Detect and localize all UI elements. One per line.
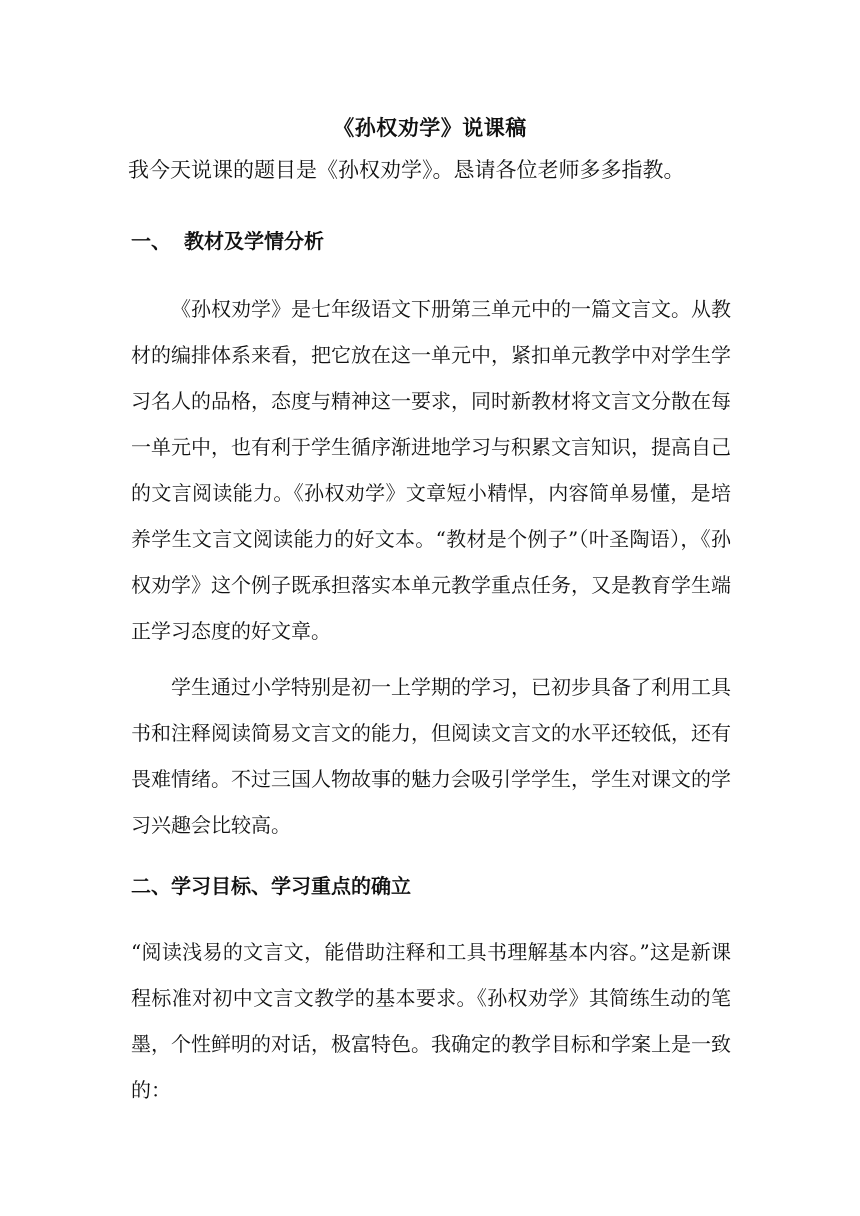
section-1-paragraph-1: 《孙权劝学》是七年级语文下册第三单元中的一篇文言文。从教材的编排体系来看，把它放在这一单元中，紧扣单元教学中对学生学习名人的品格，态度与精神这一要求，同时新教材将文言文分散在每一单元中，也有利于学生循序渐进地学习与积累文言知识，提高自己的文言阅读能力。《孙权劝学》文章短小精悍，内容简单易懂，是培养学生文言文阅读能力的好文本。“教材是个例子”（叶圣陶语），《孙权劝学》这个例子既承担落实本单元教学重点任务，又是教育学生端正学习态度的好文章。 <box>131 297 731 643</box>
section-2-heading: 二、学习目标、学习重点的确立 <box>131 874 411 898</box>
intro-line: 我今天说课的题目是《孙权劝学》。恳请各位老师多多指教。 <box>128 158 685 182</box>
document-title: 《孙权劝学》说课稿 <box>333 115 527 140</box>
section-1-heading <box>131 225 324 254</box>
section-1-title: 教材及学情分析 <box>184 229 324 253</box>
section-1-paragraph-2: 学生通过小学特别是初一上学期的学习，已初步具备了利用工具书和注释阅读简易文言文的能力，但阅读文言文的水平还较低，还有畏难情绪。不过三国人物故事的魅力会吸引学学生，学生对课文的学习兴趣会比较高。 <box>131 675 731 837</box>
section-1-number: 一、 <box>131 229 171 253</box>
section-2-paragraph-1: “阅读浅易的文言文，能借助注释和工具书理解基本内容。”这是新课程标准对初中文言文教学的基本要求。《孙权劝学》其简练生动的笔墨，个性鲜明的对话，极富特色。我确定的教学目标和学案上是一致的： <box>131 940 731 1102</box>
